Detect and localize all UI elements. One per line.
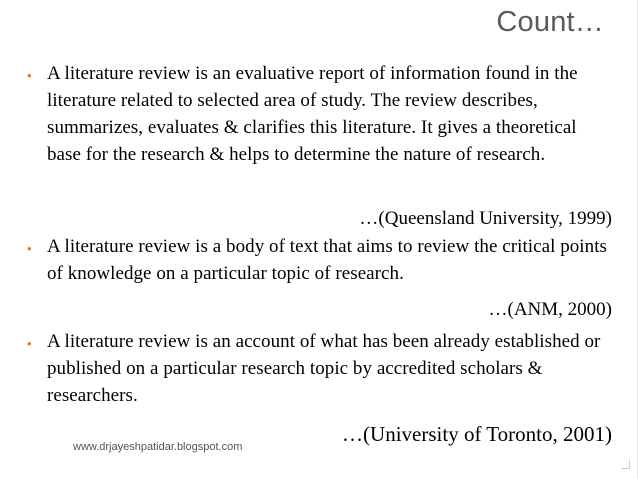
corner-mark [621, 460, 630, 469]
bullet-row [27, 233, 612, 287]
citation-3: …(University of Toronto, 2001) [342, 422, 612, 446]
bullet-icon: • [27, 68, 32, 83]
bullet-text: A literature review is a body of text that aims to review the critical points of knowledge on a particular topic of research. [47, 236, 607, 284]
slide-title: Count… [496, 6, 604, 38]
bullet-row [27, 60, 612, 168]
bullet-item-2 [27, 233, 612, 287]
bullet-text: A literature review is an account of what has been already established or published on a particular research topic by accredited scholars & researchers. [47, 331, 601, 406]
citation-2: …(ANM, 2000) [488, 299, 612, 320]
footer-url: www.drjayeshpatidar.blogspot.com [73, 441, 243, 453]
bullet-item-3 [27, 328, 612, 409]
bullet-item-1 [27, 60, 612, 168]
bullet-icon: • [27, 336, 32, 351]
bullet-icon: • [27, 241, 32, 256]
citation-1: …(Queensland University, 1999) [359, 208, 612, 229]
bullet-text: A literature review is an evaluative report of information found in the literature related to selected area of study. The review describes, summarizes, evaluates & clarifies this literature. It gives a theoretical base for the research & helps to determine the nature of research. [47, 63, 578, 165]
bullet-row [27, 328, 612, 409]
